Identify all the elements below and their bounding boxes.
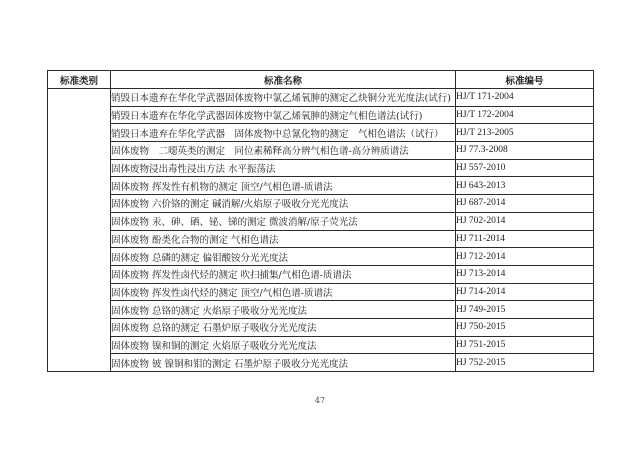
table-row: [48, 248, 594, 266]
standard-name-cell: 固体废物 总铬的测定 石墨炉原子吸收分光光度法: [111, 318, 456, 336]
table-row: [48, 336, 594, 354]
standard-code-cell: HJ 702-2014: [456, 212, 594, 230]
standard-code-cell: HJ 751-2015: [456, 336, 594, 354]
standard-name-cell: 固体废物 镍和铜的测定 火焰原子吸收分光光度法: [111, 336, 456, 354]
standard-code-cell: HJ 77.3-2008: [456, 142, 594, 160]
table-row: [48, 106, 594, 124]
table-row: [48, 177, 594, 195]
standard-name-cell: 销毁日本遗弃在华化学武器固体废物中氯乙烯氧胂的测定乙炔铜分光光度法(试行): [111, 89, 456, 107]
page-number: 47: [314, 396, 326, 405]
standard-code-cell: HJ 714-2014: [456, 283, 594, 301]
table-row: [48, 283, 594, 301]
standard-code-cell: HJ/T 213-2005: [456, 124, 594, 142]
header-standard-code: 标准编号: [456, 71, 594, 89]
header-standard-name: 标准名称: [111, 71, 456, 89]
standard-code-cell: HJ 687-2014: [456, 195, 594, 213]
standard-name-cell: 固体废物 铍 镍铜和钼的测定 石墨炉原子吸收分光光度法: [111, 354, 456, 372]
standard-code-cell: HJ 752-2015: [456, 354, 594, 372]
standard-name-cell: 销毁日本遗弃在华化学武器固体废物中氯乙烯氧胂的测定气相色谱法(试行): [111, 106, 456, 124]
standard-code-cell: HJ/T 171-2004: [456, 89, 594, 107]
table-row: [48, 354, 594, 372]
table-row: [48, 89, 594, 107]
standard-code-cell: HJ 711-2014: [456, 230, 594, 248]
standard-code-cell: HJ 750-2015: [456, 318, 594, 336]
table-row: [48, 265, 594, 283]
table-row: [48, 195, 594, 213]
standard-name-cell: 固体废物 挥发性卤代烃的测定 吹扫捕集/气相色谱-质谱法: [111, 265, 456, 283]
standard-name-cell: 销毁日本遗弃在华化学武器 固体废物中总氰化物的测定 气相色谱法（试行）: [111, 124, 456, 142]
standard-code-cell: HJ 643-2013: [456, 177, 594, 195]
table-row: [48, 212, 594, 230]
standard-name-cell: 固体废物 酚类化合物的测定 气相色谱法: [111, 230, 456, 248]
standard-code-cell: HJ 713-2014: [456, 265, 594, 283]
table-row: [48, 301, 594, 319]
table-row: [48, 124, 594, 142]
standard-name-cell: 固体废物 总铬的测定 火焰原子吸收分光光度法: [111, 301, 456, 319]
standard-name-cell: 固体废物 挥发性有机物的测定 顶空/气相色谱-质谱法: [111, 177, 456, 195]
category-cell: [48, 89, 111, 372]
table-row: [48, 159, 594, 177]
table-row: [48, 142, 594, 160]
standard-code-cell: HJ 749-2015: [456, 301, 594, 319]
standard-name-cell: 固体废物 六价铬的测定 碱消解/火焰原子吸收分光光度法: [111, 195, 456, 213]
standard-code-cell: HJ 557-2010: [456, 159, 594, 177]
standard-name-cell: 固体废物 二噁英类的测定 同位素稀释高分辨气相色谱-高分辨质谱法: [111, 142, 456, 160]
standard-name-cell: 固体废物 总磷的测定 偏钼酸铵分光光度法: [111, 248, 456, 266]
table-row: [48, 230, 594, 248]
standard-name-cell: 固体废物 汞、砷、硒、铋、锑的测定 微波消解/原子荧光法: [111, 212, 456, 230]
table-row: [48, 318, 594, 336]
standards-table: [47, 70, 594, 372]
standard-code-cell: HJ 712-2014: [456, 248, 594, 266]
standard-code-cell: HJ/T 172-2004: [456, 106, 594, 124]
header-category: 标准类别: [48, 71, 111, 89]
table-header-row: [48, 71, 594, 89]
standard-name-cell: 固体废物浸出毒性浸出方法 水平振荡法: [111, 159, 456, 177]
standard-name-cell: 固体废物 挥发性卤代烃的测定 顶空/气相色谱-质谱法: [111, 283, 456, 301]
